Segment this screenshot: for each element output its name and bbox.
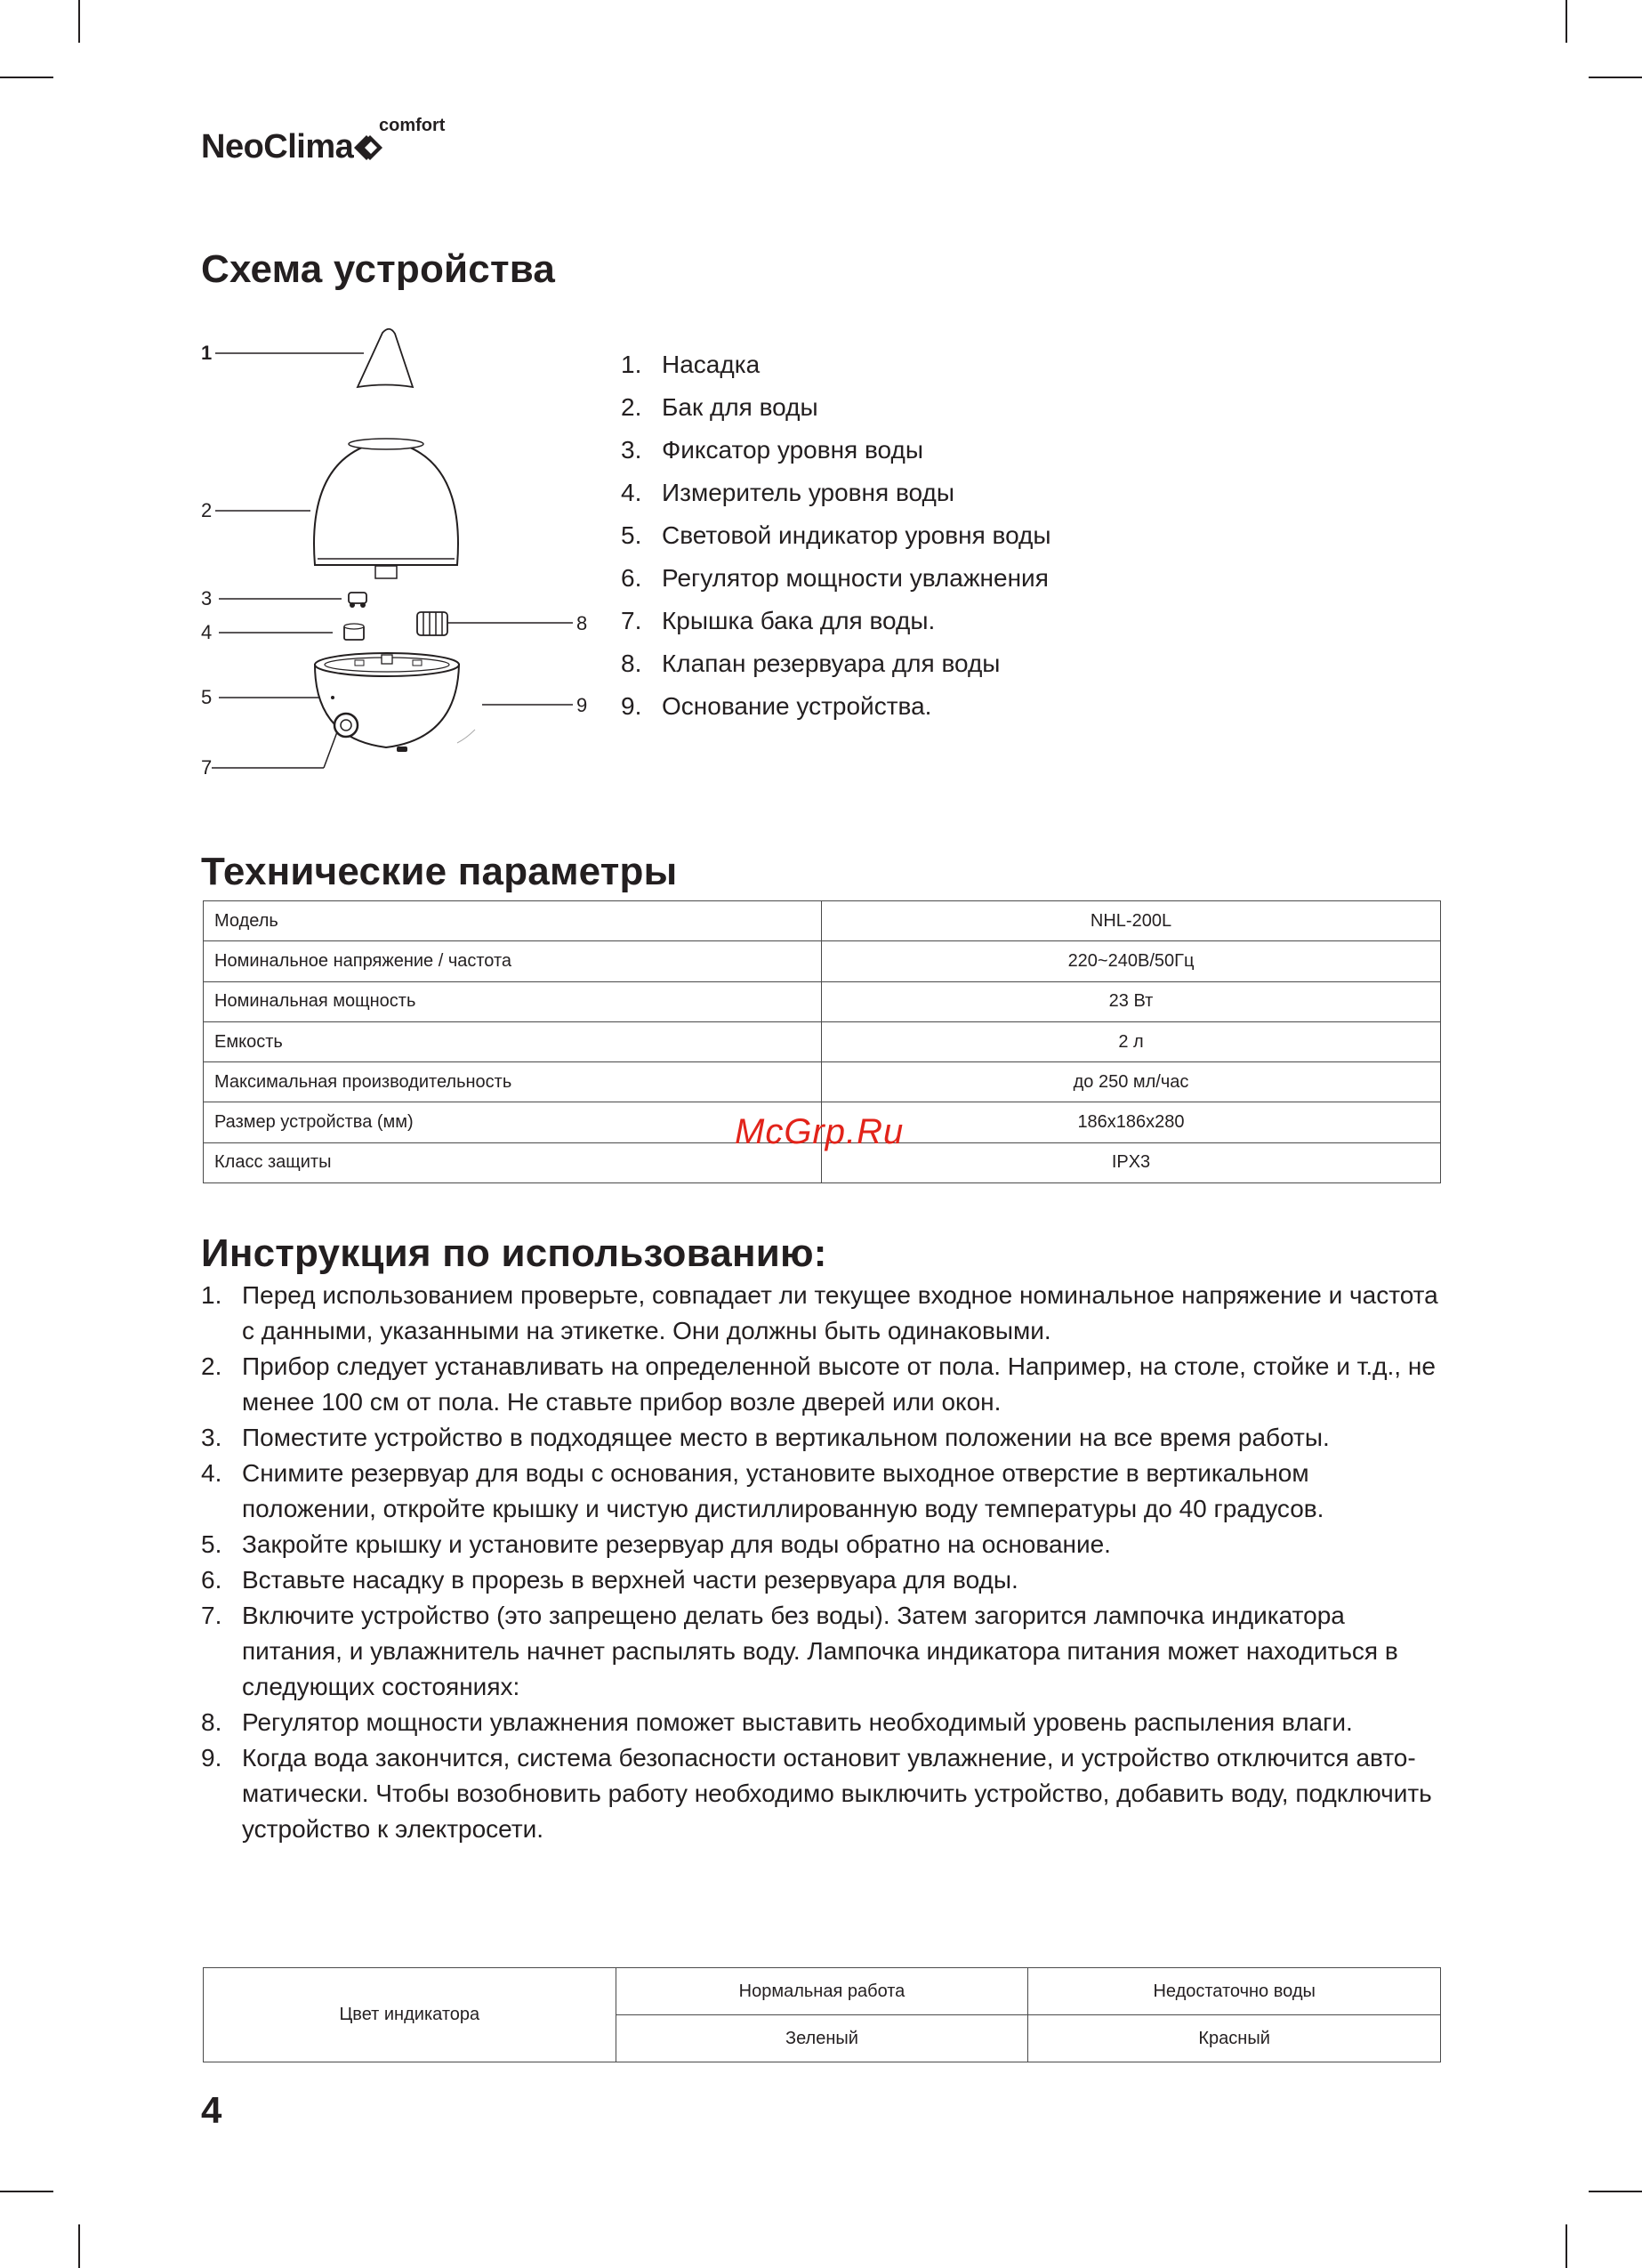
page-number: 4 [201,2089,222,2131]
indicator-color: Красный [1028,2015,1441,2062]
list-item [201,1562,1446,1598]
part-label: Регулятор мощности увлажнения [662,564,1049,592]
crop-mark [1589,77,1642,78]
table-row [204,1062,1441,1102]
spec-value: 186x186x280 [822,1102,1441,1142]
spec-param: Номинальная мощность [204,981,822,1021]
list-item [201,1349,1446,1420]
list-item [201,1278,1446,1349]
part-number: 3. [621,436,642,464]
spec-value: 23 Вт [822,981,1441,1021]
table-row [204,901,1441,941]
crop-mark [1566,0,1567,43]
step-number: 9. [201,1744,222,1772]
step-text: Регулятор мощности увлажнения поможет выставить необходимый уровень распыления влаги. [242,1708,1353,1736]
brand-logo [201,116,495,169]
step-text: Снимите резервуар для воды с основания, установите выходное отверстие в вертикальном положении, откройте крышку и чистую дистиллированную воду температуры до 40 градусов. [242,1459,1324,1522]
step-number: 2. [201,1352,222,1380]
callout-3: 3 [201,587,213,609]
watermark: McGrp.Ru [735,1112,905,1151]
crop-mark [0,77,53,78]
part-number: 1. [621,351,642,378]
indicator-mode: Недостаточно воды [1028,1968,1441,2015]
callout-7: 7 [201,756,213,779]
instructions-list [201,1278,1446,1847]
crop-mark [0,2191,53,2192]
part-label: Измеритель уровня воды [662,479,954,506]
spec-value: 2 л [822,1021,1441,1061]
table-row [204,1021,1441,1061]
step-text: Включите устройство (это запрещено делать без воды). Затем загорится лампочка индикатора питания, и увлажнитель начнет распылять воду. Лампочка индикатора питания может находиться в следующих состояниях: [242,1602,1398,1700]
indicator-table [203,1967,1441,2062]
spec-value: NHL-200L [822,901,1441,941]
callout-9: 9 [576,694,588,716]
list-item [201,1527,1446,1562]
list-item [621,347,1051,390]
part-number: 6. [621,564,642,592]
callout-4: 4 [201,621,213,643]
instructions-title: Инструкция по использованию: [201,1231,827,1275]
tech-title: Технические параметры [201,850,678,893]
step-number: 5. [201,1530,222,1558]
list-item [201,1456,1446,1527]
step-number: 1. [201,1281,222,1309]
list-item [621,646,1051,689]
crop-mark [1566,2224,1567,2268]
scheme-title: Схема устройства [201,247,556,291]
step-text: Закройте крышку и установите резервуар для воды обратно на основание. [242,1530,1111,1558]
part-label: Основание устройства. [662,692,932,720]
step-number: 8. [201,1708,222,1736]
step-number: 7. [201,1602,222,1629]
part-label: Бак для воды [662,393,818,421]
logo-brand: NeoClima [201,128,354,165]
table-row [204,941,1441,981]
step-text: Поместите устройство в подходящее место в вертикальном положении на все время работы. [242,1424,1330,1451]
spec-value: IPX3 [822,1142,1441,1182]
spec-param: Емкость [204,1021,822,1061]
spec-param: Класс защиты [204,1142,822,1182]
table-row [204,1968,1441,2015]
indicator-color: Зеленый [616,2015,1028,2062]
callout-2: 2 [201,499,213,521]
indicator-label: Цвет индикатора [204,1968,616,2062]
crop-mark [1589,2191,1642,2192]
callout-8: 8 [576,612,588,634]
spec-value: 220~240В/50Гц [822,941,1441,981]
part-number: 8. [621,650,642,677]
part-label: Крышка бака для воды. [662,607,936,634]
parts-list [621,347,1051,731]
part-label: Клапан резервуара для воды [662,650,1001,677]
table-row [204,981,1441,1021]
spec-param: Максимальная производительность [204,1062,822,1102]
logo-sub: comfort [379,116,446,135]
step-number: 6. [201,1566,222,1594]
list-item [621,603,1051,646]
list-item [621,518,1051,561]
step-text: Прибор следует устанавливать на определенной высоте от пола. Например, на столе, стойке и т.д., не менее 100 см от пола. Не ставьте прибор возле дверей или окон. [242,1352,1436,1416]
callout-1: 1 [201,342,213,364]
list-item [621,475,1051,518]
list-item [201,1740,1446,1847]
list-item [201,1420,1446,1456]
part-label: Фиксатор уровня воды [662,436,923,464]
crop-mark [78,2224,80,2268]
step-number: 4. [201,1459,222,1487]
spec-value: до 250 мл/час [822,1062,1441,1102]
humidifier-exploded-drawing [199,320,600,792]
part-number: 7. [621,607,642,634]
list-item [621,561,1051,603]
part-number: 9. [621,692,642,720]
part-number: 5. [621,521,642,549]
part-label: Световой индикатор уровня воды [662,521,1051,549]
list-item [621,432,1051,475]
list-item [621,390,1051,432]
part-number: 2. [621,393,642,421]
spec-param: Модель [204,901,822,941]
list-item [621,689,1051,731]
part-number: 4. [621,479,642,506]
callout-5: 5 [201,686,213,708]
indicator-mode: Нормальная работа [616,1968,1028,2015]
list-item [201,1598,1446,1705]
device-diagram [199,320,600,792]
step-text: Вставьте насадку в прорезь в верхней части резервуара для воды. [242,1566,1018,1594]
spec-param: Размер устройства (мм) [204,1102,822,1142]
step-number: 3. [201,1424,222,1451]
crop-mark [78,0,80,43]
spec-param: Номинальное напряжение / частота [204,941,822,981]
part-label: Насадка [662,351,761,378]
step-text: Перед использованием проверьте, совпадает ли текущее входное номинальное напряжение и частота с данными, указанными на этикетке. Они должны быть одинаковыми. [242,1281,1438,1344]
list-item [201,1705,1446,1740]
step-text: Когда вода закончится, система безопасности остановит увлажнение, и устройство отключится авто-матически. Чтобы возобновить работу необходимо выключить устройство, добавить воду, подключить устройство к электросети. [242,1744,1432,1843]
